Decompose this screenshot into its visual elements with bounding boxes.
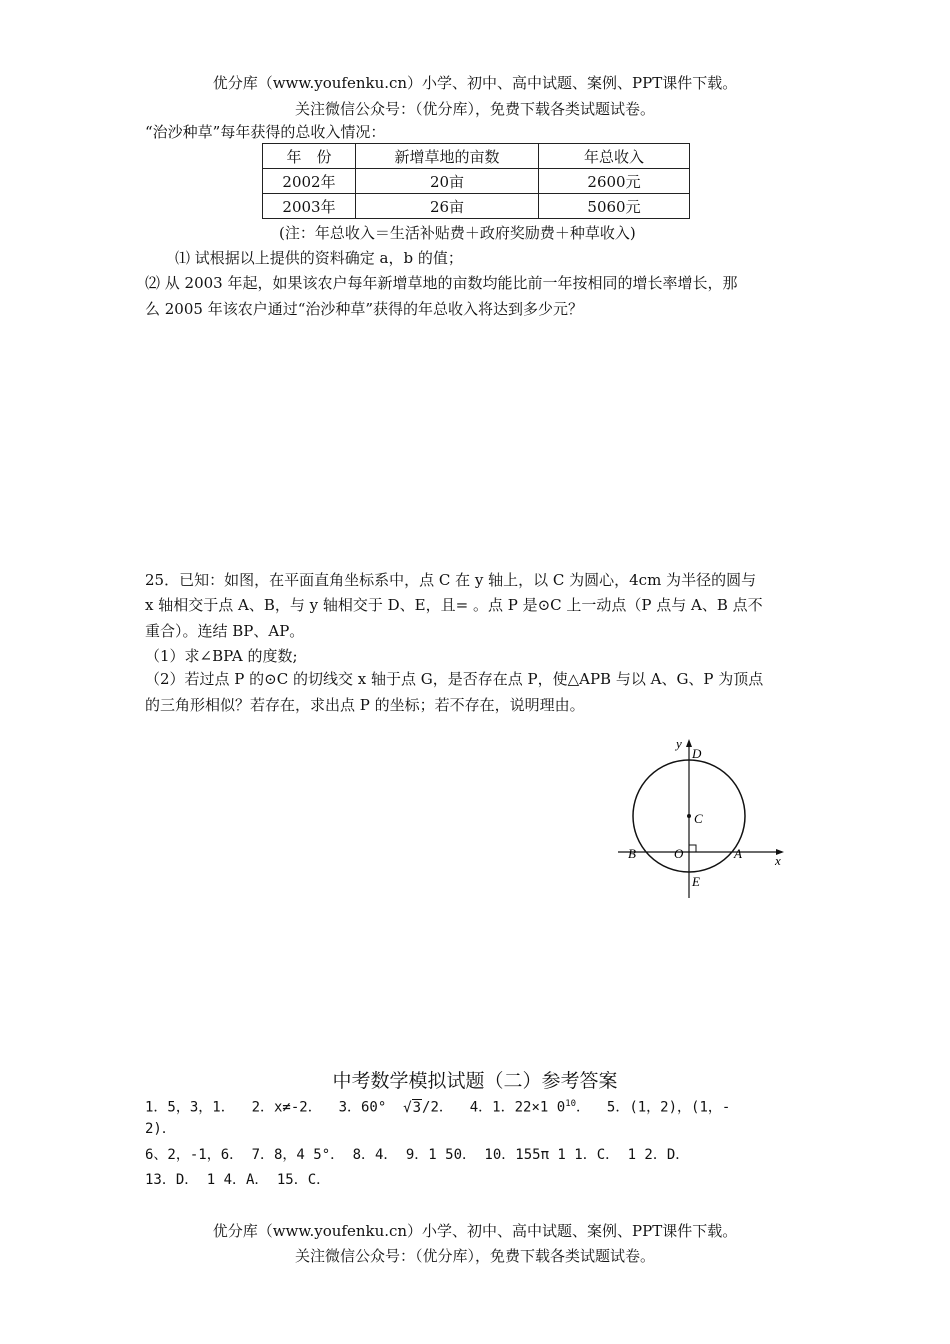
table-header-cell: 年总收入 [539,144,690,169]
q24-intro: “治沙种草”每年获得的总收入情况： [145,123,386,141]
answers-exponent: 10 [565,1099,577,1109]
table-row [263,194,690,219]
table-cell: 2600元 [539,169,690,194]
q24-note: (注：年总收入＝生活补贴费＋政府奖励费＋种草收入) [279,224,636,242]
label-o: O [674,846,684,861]
label-x: x [775,853,781,868]
table-cell: 5060元 [539,194,690,219]
center-point-c [687,814,691,818]
footer-line-2: 关注微信公众号：（优分库），免费下载各类试题试卷。 [294,1247,655,1265]
income-table [262,143,690,219]
label-e: E [692,874,700,889]
header-line-2: 关注微信公众号：（优分库），免费下载各类试题试卷。 [294,100,655,118]
table-cell: 2002年 [263,169,356,194]
q25-line-1: 25．已知：如图，在平面直角坐标系中，点 C 在 y 轴上，以 C 为圆心，4cm 为半径的圆与 [145,571,757,589]
sqrt-radicand: 3 [412,1099,422,1116]
q25-line-3: 重合）。连结 BP、AP。 [145,622,305,640]
q24-part-1: ⑴ 试根据以上提供的资料确定 a，b 的值； [175,249,463,267]
answers-line-1-part-c: ． 5．(1，2)，(1，- [576,1099,731,1116]
sqrt-symbol: √3 [403,1099,422,1116]
table-row [263,169,690,194]
answers-title: 中考数学模拟试题（二）参考答案 [332,1070,618,1092]
q24-part-2-line-2: 么 2005 年该农户通过“治沙种草”获得的年总收入将达到多少元？ [145,300,584,318]
right-angle-mark [689,845,696,852]
table-cell: 20亩 [356,169,539,194]
table-header-cell: 新增草地的亩数 [356,144,539,169]
table-cell: 2003年 [263,194,356,219]
footer-line-1: 优分库（www.youfenku.cn）小学、初中、高中试题、案例、PPT课件下载。 [212,1222,738,1240]
answers-line-2: 2)． [145,1121,176,1137]
answers-line-4: 13．D． 1 4．A． 15．C． [145,1172,331,1188]
q24-part-2-line-1: ⑵ 从 2003 年起，如果该农户每年新增草地的亩数均能比前一年按相同的增长率增长，那 [145,274,738,292]
q25-part-1: （1）求∠BPA 的度数; [145,647,298,665]
answers-line-1-part-b: /2． 4．1．22×1 0 [422,1099,566,1116]
answers-line-3: 6、2，-1，6． 7．8，4 5°． 8．4． 9．1 50． 10．155π 1 1．C． 1 2．D． [145,1147,690,1163]
q25-part-2-line-1: （2）若过点 P 的⊙C 的切线交 x 轴于点 G，是否存在点 P，使△APB 与以 A、G、P 为顶点 [145,670,764,688]
q25-line-2: x 轴相交于点 A、B，与 y 轴相交于 D、E，且= 。点 P 是⊙C 上一动点（P 点与 A、B 点不 [145,596,763,614]
table-cell: 26亩 [356,194,539,219]
label-a: A [734,846,742,861]
answers-line-1 [145,1094,730,1118]
q25-part-2-line-2: 的三角形相似？若存在，求出点 P 的坐标；若不存在，说明理由。 [145,696,585,714]
label-d: D [692,746,702,761]
label-y: y [676,736,682,751]
label-c: C [694,811,703,826]
header-line-1: 优分库（www.youfenku.cn）小学、初中、高中试题、案例、PPT课件下载。 [212,74,738,92]
table-header-cell: 年 份 [263,144,356,169]
coordinate-circle-figure [612,734,792,904]
answers-line-1-part-a: 1．5，3，1． 2．x≠-2． 3．60° [145,1099,404,1116]
label-b: B [628,846,636,861]
table-header-row [263,144,690,169]
